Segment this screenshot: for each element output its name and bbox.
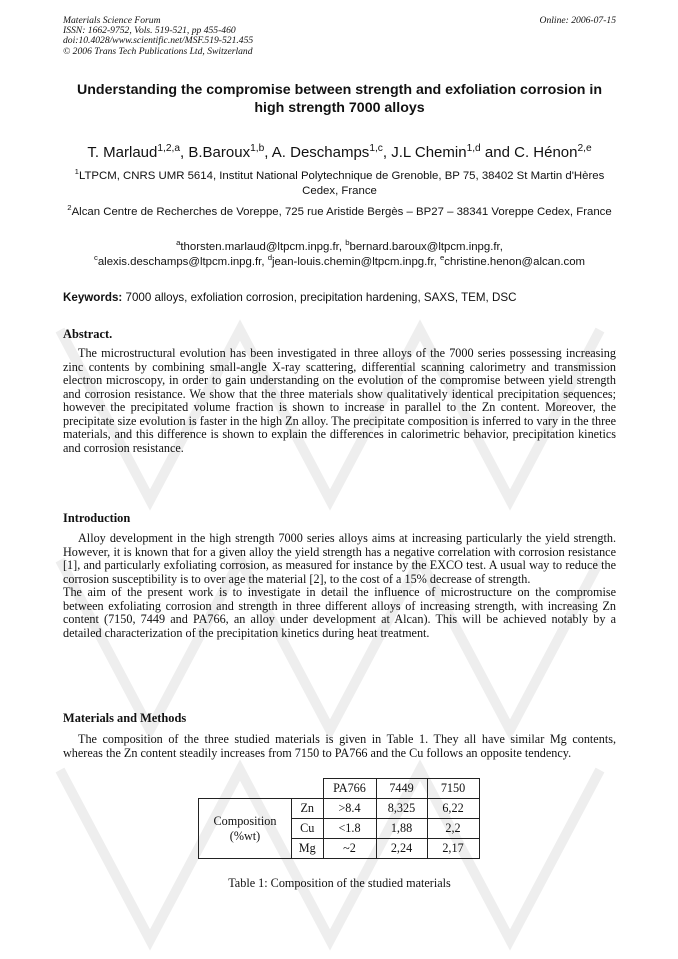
table-cell: <1.8	[323, 819, 376, 839]
composition-table	[198, 778, 480, 859]
table-cell: ~2	[323, 839, 376, 859]
table-row-label: Zn	[292, 799, 324, 819]
table-caption: Table 1: Composition of the studied materials	[228, 876, 451, 890]
journal-name: Materials Science Forum	[63, 15, 161, 26]
table-cell: 1,88	[376, 819, 427, 839]
email-e[interactable]: christine.henon@alcan.com	[444, 255, 586, 268]
online-date: Online: 2006-07-15	[539, 15, 616, 26]
table-corner	[199, 779, 292, 799]
email-b[interactable]: bernard.baroux@ltpcm.inpg.fr	[349, 241, 500, 253]
affiliation-number: 1	[74, 167, 79, 177]
running-header	[63, 16, 616, 57]
author-name: T. Marlaud	[87, 144, 158, 161]
methods-heading: Materials and Methods	[63, 711, 187, 725]
keywords-label: Keywords:	[63, 291, 123, 304]
copyright-line: © 2006 Trans Tech Publications Ltd, Switzerland	[63, 45, 253, 57]
affiliation-text: LTPCM, CNRS UMR 5614, Institut National Polytechnique de Grenoble, BP 75, 38402 St Martin d'Hères Cedex, France	[78, 170, 605, 197]
author-affiliation-marker: 1,d	[466, 143, 481, 154]
email-a[interactable]: thorsten.marlaud@ltpcm.inpg.fr	[180, 241, 339, 253]
table-cell: 2,24	[376, 839, 427, 859]
author-affiliation-marker: 1,2,a	[157, 143, 181, 154]
table-corner	[292, 779, 324, 799]
issn-line: ISSN: 1662-9752, Vols. 519-521, pp 455-460	[63, 25, 236, 37]
affiliation-text: Alcan Centre de Recherches de Voreppe, 725 rue Aristide Bergès – BP27 – 38341 Voreppe Cedex, France	[71, 206, 612, 218]
table-cell: 6,22	[427, 799, 479, 819]
table-row	[199, 799, 480, 819]
table-cell: 8,325	[376, 799, 427, 819]
table-cell: 2,2	[427, 819, 479, 839]
abstract-paragraph: The microstructural evolution has been investigated in three alloys of the 7000 series possessing increasing zinc contents by combining small-angle X-ray scattering, differential scanning calorimetry and transmission electron microscopy, in order to gain understanding on the evolution of the compromise between yield strength and corrosion resistance. We show that the three materials show qualitatively identical precipitation sequences; however the precipitated volume fraction is shown to increase in parallel to the Zn content. Moreover, the precipitate size evolution is faster in the high Zn alloy. The precipitate composition is inferred to vary in the three materials, and this difference is shown to explain the differences in calorimetric behavior, precipitation kinetics and corrosion resistance.	[63, 346, 616, 455]
affiliation-number: 2	[67, 203, 72, 213]
paper-title: Understanding the compromise between strength and exfoliation corrosion in high strength 7000 alloys	[77, 82, 602, 116]
table-cell: 2,17	[427, 839, 479, 859]
table-cell: >8.4	[323, 799, 376, 819]
email-d[interactable]: jean-louis.chemin@ltpcm.inpg.fr	[272, 255, 434, 268]
keywords-text: 7000 alloys, exfoliation corrosion, precipitation hardening, SAXS, TEM, DSC	[125, 291, 517, 304]
introduction-paragraph-1: Alloy development in the high strength 7000 series alloys aims at increasing particularly the yield strength. However, it is known that for a given alloy the yield strength has a negative correlation with corrosion resistance [1], and particularly exfoliating corrosion, as measured for instance by the EXCO test. A usual way to reduce the corrosion susceptibility is to over age the material [2], to the cost of a 15% decrease of strength.	[63, 531, 616, 586]
author-list	[63, 144, 616, 162]
keywords	[63, 291, 616, 305]
table-column-header: 7449	[376, 779, 427, 799]
table-row-label: Mg	[292, 839, 324, 859]
table-header-row	[199, 779, 480, 799]
introduction-body	[63, 532, 616, 640]
author-separator: ,	[180, 144, 189, 161]
table-column-header: 7150	[427, 779, 479, 799]
methods-paragraph-1: The composition of the three studied materials is given in Table 1. They all have similar Mg contents, whereas the Zn content steadily increases from 7150 to PA766 and the Cu follows an opposite tendency.	[63, 732, 616, 760]
table-group-label: Composition (%wt)	[199, 799, 292, 859]
abstract-body	[63, 347, 616, 455]
author-separator: ,	[264, 144, 272, 161]
table-row-label: Cu	[292, 819, 324, 839]
author-affiliation-marker: 1,c	[369, 143, 383, 154]
author-name: A. Deschamps	[271, 144, 370, 161]
email-c[interactable]: alexis.deschamps@ltpcm.inpg.fr	[97, 255, 262, 268]
author-emails: $^a$thorsten.marlaud@ltpcm.inpg.fr, $^b$bernard.baroux@ltpcm.inpg.fr, $^c$alexis.deschamps@ltpcm.inpg.fr, $^d$jean-louis.chemin@ltpcm.inpg.fr, $^e$christine.henon@alcan.com	[93, 238, 586, 268]
doi-line[interactable]: doi:10.4028/www.scientific.net/MSF.519-521.455	[63, 35, 254, 47]
introduction-heading: Introduction	[63, 511, 131, 525]
author-name: J.L Chemin	[391, 144, 467, 161]
affiliation-1	[63, 169, 616, 198]
introduction-paragraph-2: The aim of the present work is to investigate in detail the influence of microstructure on the compromise between exfoliating corrosion and strength in three different alloys of increasing strength, with increasing Zn content (7150, 7449 and PA766, an alloy under development at Alcan). This will be achieved notably by a detailed characterization of the precipitation kinetics during heat treatment.	[63, 585, 616, 640]
affiliation-2	[63, 205, 616, 220]
author-name: C. Hénon	[514, 144, 578, 161]
abstract-heading: Abstract.	[63, 327, 113, 341]
table-column-header: PA766	[323, 779, 376, 799]
methods-body	[63, 733, 616, 760]
author-affiliation-marker: 1,b	[250, 143, 265, 154]
author-separator: and	[480, 144, 515, 161]
author-name: B.Baroux	[188, 144, 251, 161]
author-separator: ,	[382, 144, 392, 161]
author-affiliation-marker: 2,e	[577, 143, 592, 154]
